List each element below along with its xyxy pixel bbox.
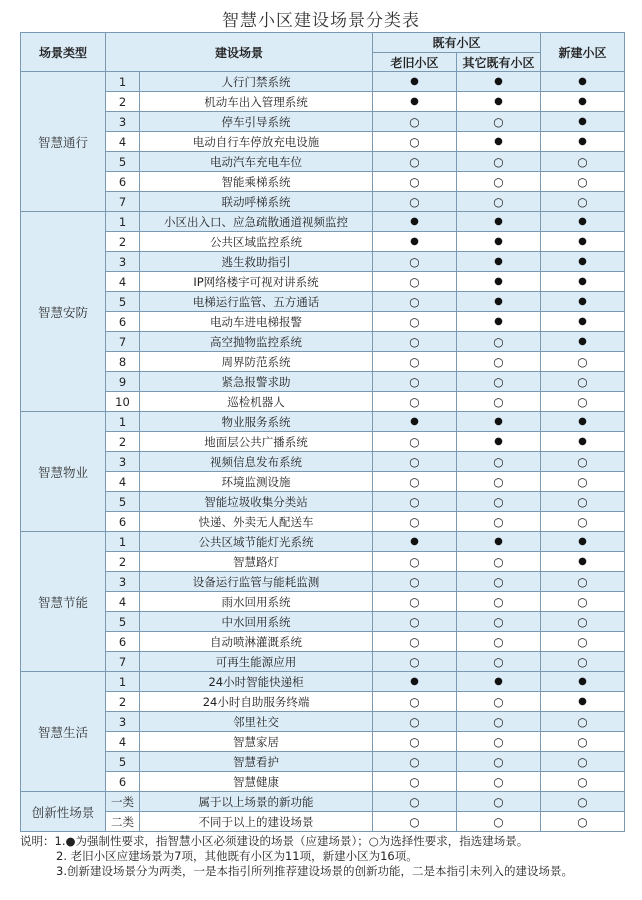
scene-name: 设备运行监管与能耗监测 bbox=[140, 572, 373, 592]
new-estate-mark: ● bbox=[541, 672, 625, 692]
table-row bbox=[21, 352, 625, 372]
new-estate-mark: ● bbox=[541, 332, 625, 352]
scene-name: 高空抛物监控系统 bbox=[140, 332, 373, 352]
table-row bbox=[21, 592, 625, 612]
table-row bbox=[21, 612, 625, 632]
table-row bbox=[21, 112, 625, 132]
new-estate-mark: ○ bbox=[541, 372, 625, 392]
table-row bbox=[21, 132, 625, 152]
old-estate-mark: ○ bbox=[373, 132, 457, 152]
note-2: 2. 老旧小区应建场景为7项，其他既有小区为11项，新建小区为16项。 bbox=[56, 849, 418, 863]
row-number: 二类 bbox=[106, 812, 140, 832]
other-existing-mark: ○ bbox=[457, 652, 541, 672]
scene-name: 智慧家居 bbox=[140, 732, 373, 752]
category-cell: 智慧生活 bbox=[21, 672, 106, 792]
new-estate-mark: ● bbox=[541, 112, 625, 132]
table-row bbox=[21, 492, 625, 512]
table-row bbox=[21, 572, 625, 592]
old-estate-mark: ○ bbox=[373, 352, 457, 372]
old-estate-mark: ○ bbox=[373, 392, 457, 412]
scene-name: 机动车出入管理系统 bbox=[140, 92, 373, 112]
new-estate-mark: ○ bbox=[541, 152, 625, 172]
old-estate-mark: ○ bbox=[373, 712, 457, 732]
old-estate-mark: ○ bbox=[373, 512, 457, 532]
other-existing-mark: ● bbox=[457, 532, 541, 552]
row-number: 6 bbox=[106, 632, 140, 652]
other-existing-mark: ○ bbox=[457, 392, 541, 412]
old-estate-mark: ○ bbox=[373, 572, 457, 592]
header-existing: 既有小区 bbox=[373, 33, 541, 53]
old-estate-mark: ● bbox=[373, 532, 457, 552]
old-estate-mark: ○ bbox=[373, 252, 457, 272]
other-existing-mark: ● bbox=[457, 272, 541, 292]
new-estate-mark: ○ bbox=[541, 812, 625, 832]
scene-name: 周界防范系统 bbox=[140, 352, 373, 372]
other-existing-mark: ○ bbox=[457, 492, 541, 512]
old-estate-mark: ● bbox=[373, 72, 457, 92]
new-estate-mark: ○ bbox=[541, 592, 625, 612]
new-estate-mark: ○ bbox=[541, 652, 625, 672]
row-number: 5 bbox=[106, 752, 140, 772]
table-row bbox=[21, 232, 625, 252]
scene-name: 不同于以上的建设场景 bbox=[140, 812, 373, 832]
row-number: 10 bbox=[106, 392, 140, 412]
old-estate-mark: ○ bbox=[373, 152, 457, 172]
row-number: 6 bbox=[106, 772, 140, 792]
new-estate-mark: ○ bbox=[541, 352, 625, 372]
scene-name: 联动呼梯系统 bbox=[140, 192, 373, 212]
row-number: 2 bbox=[106, 432, 140, 452]
header-category: 场景类型 bbox=[21, 33, 106, 72]
other-existing-mark: ● bbox=[457, 412, 541, 432]
table-row bbox=[21, 212, 625, 232]
new-estate-mark: ● bbox=[541, 292, 625, 312]
other-existing-mark: ● bbox=[457, 672, 541, 692]
scene-name: IP网络楼宇可视对讲系统 bbox=[140, 272, 373, 292]
row-number: 1 bbox=[106, 532, 140, 552]
other-existing-mark: ○ bbox=[457, 352, 541, 372]
row-number: 3 bbox=[106, 452, 140, 472]
table-row bbox=[21, 272, 625, 292]
table-row bbox=[21, 192, 625, 212]
old-estate-mark: ○ bbox=[373, 772, 457, 792]
old-estate-mark: ● bbox=[373, 412, 457, 432]
new-estate-mark: ○ bbox=[541, 632, 625, 652]
row-number: 1 bbox=[106, 212, 140, 232]
table-row bbox=[21, 92, 625, 112]
table-row bbox=[21, 632, 625, 652]
other-existing-mark: ● bbox=[457, 232, 541, 252]
scene-name: 公共区域监控系统 bbox=[140, 232, 373, 252]
scene-name: 公共区域节能灯光系统 bbox=[140, 532, 373, 552]
old-estate-mark: ○ bbox=[373, 632, 457, 652]
scene-name: 智慧看护 bbox=[140, 752, 373, 772]
row-number: 2 bbox=[106, 232, 140, 252]
other-existing-mark: ● bbox=[457, 212, 541, 232]
other-existing-mark: ○ bbox=[457, 712, 541, 732]
other-existing-mark: ○ bbox=[457, 452, 541, 472]
note-3: 3.创新建设场景分为两类，一是本指引所列推荐建设场景的创新功能，二是本指引未列入的建设场景。 bbox=[56, 864, 573, 878]
scene-name: 紧急报警求助 bbox=[140, 372, 373, 392]
new-estate-mark: ○ bbox=[541, 512, 625, 532]
row-number: 4 bbox=[106, 272, 140, 292]
row-number: 3 bbox=[106, 712, 140, 732]
row-number: 5 bbox=[106, 292, 140, 312]
other-existing-mark: ○ bbox=[457, 612, 541, 632]
row-number: 1 bbox=[106, 412, 140, 432]
scene-name: 属于以上场景的新功能 bbox=[140, 792, 373, 812]
row-number: 5 bbox=[106, 152, 140, 172]
note-1: 说明：1.●为强制性要求，指智慧小区必须建设的场景（应建场景）；○为选择性要求，指选建场景。 bbox=[20, 834, 529, 848]
table-row bbox=[21, 172, 625, 192]
category-cell: 智慧通行 bbox=[21, 72, 106, 212]
old-estate-mark: ○ bbox=[373, 592, 457, 612]
table-row bbox=[21, 652, 625, 672]
scene-name: 视频信息发布系统 bbox=[140, 452, 373, 472]
table-row bbox=[21, 392, 625, 412]
new-estate-mark: ● bbox=[541, 412, 625, 432]
old-estate-mark: ○ bbox=[373, 452, 457, 472]
other-existing-mark: ○ bbox=[457, 552, 541, 572]
other-existing-mark: ○ bbox=[457, 692, 541, 712]
old-estate-mark: ● bbox=[373, 672, 457, 692]
scene-name: 快递、外卖无人配送车 bbox=[140, 512, 373, 532]
table-row bbox=[21, 372, 625, 392]
new-estate-mark: ● bbox=[541, 232, 625, 252]
scene-name: 电动自行车停放充电设施 bbox=[140, 132, 373, 152]
new-estate-mark: ● bbox=[541, 692, 625, 712]
other-existing-mark: ● bbox=[457, 292, 541, 312]
table-row bbox=[21, 712, 625, 732]
other-existing-mark: ○ bbox=[457, 172, 541, 192]
row-number: 6 bbox=[106, 172, 140, 192]
new-estate-mark: ● bbox=[541, 272, 625, 292]
other-existing-mark: ● bbox=[457, 92, 541, 112]
other-existing-mark: ○ bbox=[457, 572, 541, 592]
old-estate-mark: ○ bbox=[373, 792, 457, 812]
new-estate-mark: ● bbox=[541, 252, 625, 272]
other-existing-mark: ○ bbox=[457, 112, 541, 132]
table-row bbox=[21, 692, 625, 712]
new-estate-mark: ○ bbox=[541, 752, 625, 772]
scene-name: 智慧健康 bbox=[140, 772, 373, 792]
table-row bbox=[21, 792, 625, 812]
scene-name: 物业服务系统 bbox=[140, 412, 373, 432]
header-new: 新建小区 bbox=[541, 33, 625, 72]
new-estate-mark: ○ bbox=[541, 172, 625, 192]
row-number: 7 bbox=[106, 192, 140, 212]
other-existing-mark: ○ bbox=[457, 152, 541, 172]
category-cell: 创新性场景 bbox=[21, 792, 106, 832]
scene-name: 电梯运行监管、五方通话 bbox=[140, 292, 373, 312]
other-existing-mark: ● bbox=[457, 252, 541, 272]
table-row bbox=[21, 252, 625, 272]
table-row bbox=[21, 472, 625, 492]
table-row bbox=[21, 752, 625, 772]
row-number: 1 bbox=[106, 72, 140, 92]
category-cell: 智慧物业 bbox=[21, 412, 106, 532]
page-title: 智慧小区建设场景分类表 bbox=[222, 11, 420, 31]
old-estate-mark: ● bbox=[373, 212, 457, 232]
scene-name: 智能垃圾收集分类站 bbox=[140, 492, 373, 512]
row-number: 8 bbox=[106, 352, 140, 372]
row-number: 3 bbox=[106, 252, 140, 272]
scene-name: 24小时自助服务终端 bbox=[140, 692, 373, 712]
scene-name: 邻里社交 bbox=[140, 712, 373, 732]
scene-name: 人行门禁系统 bbox=[140, 72, 373, 92]
table-row bbox=[21, 812, 625, 832]
other-existing-mark: ○ bbox=[457, 192, 541, 212]
new-estate-mark: ○ bbox=[541, 772, 625, 792]
new-estate-mark: ○ bbox=[541, 392, 625, 412]
table-row bbox=[21, 412, 625, 432]
new-estate-mark: ○ bbox=[541, 452, 625, 472]
old-estate-mark: ○ bbox=[373, 332, 457, 352]
other-existing-mark: ○ bbox=[457, 512, 541, 532]
new-estate-mark: ● bbox=[541, 72, 625, 92]
new-estate-mark: ● bbox=[541, 532, 625, 552]
row-number: 4 bbox=[106, 472, 140, 492]
notes bbox=[20, 834, 624, 879]
scene-name: 中水回用系统 bbox=[140, 612, 373, 632]
row-number: 3 bbox=[106, 112, 140, 132]
scene-name: 智慧路灯 bbox=[140, 552, 373, 572]
other-existing-mark: ○ bbox=[457, 792, 541, 812]
new-estate-mark: ○ bbox=[541, 732, 625, 752]
table-row bbox=[21, 512, 625, 532]
table-row bbox=[21, 732, 625, 752]
scene-name: 停车引导系统 bbox=[140, 112, 373, 132]
row-number: 4 bbox=[106, 132, 140, 152]
header-old: 老旧小区 bbox=[373, 53, 457, 72]
table-row bbox=[21, 532, 625, 552]
old-estate-mark: ○ bbox=[373, 272, 457, 292]
scene-name: 逃生救助指引 bbox=[140, 252, 373, 272]
old-estate-mark: ○ bbox=[373, 472, 457, 492]
row-number: 2 bbox=[106, 92, 140, 112]
old-estate-mark: ○ bbox=[373, 112, 457, 132]
row-number: 6 bbox=[106, 512, 140, 532]
new-estate-mark: ○ bbox=[541, 472, 625, 492]
row-number: 7 bbox=[106, 652, 140, 672]
new-estate-mark: ● bbox=[541, 132, 625, 152]
old-estate-mark: ○ bbox=[373, 552, 457, 572]
other-existing-mark: ● bbox=[457, 312, 541, 332]
new-estate-mark: ● bbox=[541, 212, 625, 232]
other-existing-mark: ○ bbox=[457, 632, 541, 652]
old-estate-mark: ○ bbox=[373, 292, 457, 312]
new-estate-mark: ○ bbox=[541, 792, 625, 812]
other-existing-mark: ○ bbox=[457, 472, 541, 492]
new-estate-mark: ○ bbox=[541, 612, 625, 632]
scene-name: 24小时智能快递柜 bbox=[140, 672, 373, 692]
row-number: 5 bbox=[106, 612, 140, 632]
table-row bbox=[21, 72, 625, 92]
row-number: 7 bbox=[106, 332, 140, 352]
row-number: 5 bbox=[106, 492, 140, 512]
new-estate-mark: ● bbox=[541, 432, 625, 452]
old-estate-mark: ○ bbox=[373, 432, 457, 452]
category-cell: 智慧节能 bbox=[21, 532, 106, 672]
other-existing-mark: ○ bbox=[457, 812, 541, 832]
old-estate-mark: ○ bbox=[373, 652, 457, 672]
row-number: 2 bbox=[106, 692, 140, 712]
row-number: 1 bbox=[106, 672, 140, 692]
row-number: 6 bbox=[106, 312, 140, 332]
table-row bbox=[21, 552, 625, 572]
table-row bbox=[21, 292, 625, 312]
other-existing-mark: ○ bbox=[457, 732, 541, 752]
old-estate-mark: ○ bbox=[373, 312, 457, 332]
new-estate-mark: ● bbox=[541, 92, 625, 112]
other-existing-mark: ○ bbox=[457, 772, 541, 792]
table-row bbox=[21, 332, 625, 352]
header-other-existing: 其它既有小区 bbox=[457, 53, 541, 72]
old-estate-mark: ○ bbox=[373, 752, 457, 772]
table-row bbox=[21, 432, 625, 452]
old-estate-mark: ○ bbox=[373, 732, 457, 752]
scene-name: 地面层公共广播系统 bbox=[140, 432, 373, 452]
table-row bbox=[21, 152, 625, 172]
row-number: 4 bbox=[106, 732, 140, 752]
old-estate-mark: ● bbox=[373, 232, 457, 252]
new-estate-mark: ● bbox=[541, 312, 625, 332]
scene-name: 可再生能源应用 bbox=[140, 652, 373, 672]
row-number: 一类 bbox=[106, 792, 140, 812]
old-estate-mark: ● bbox=[373, 92, 457, 112]
other-existing-mark: ○ bbox=[457, 332, 541, 352]
scene-name: 电动汽车充电车位 bbox=[140, 152, 373, 172]
row-number: 2 bbox=[106, 552, 140, 572]
old-estate-mark: ○ bbox=[373, 612, 457, 632]
scene-classification-table bbox=[20, 32, 625, 832]
row-number: 4 bbox=[106, 592, 140, 612]
scene-name: 环境监测设施 bbox=[140, 472, 373, 492]
scene-name: 巡检机器人 bbox=[140, 392, 373, 412]
other-existing-mark: ● bbox=[457, 132, 541, 152]
row-number: 3 bbox=[106, 572, 140, 592]
old-estate-mark: ○ bbox=[373, 492, 457, 512]
new-estate-mark: ○ bbox=[541, 712, 625, 732]
new-estate-mark: ● bbox=[541, 552, 625, 572]
scene-name: 自动喷淋灌溉系统 bbox=[140, 632, 373, 652]
old-estate-mark: ○ bbox=[373, 692, 457, 712]
scene-name: 智能乘梯系统 bbox=[140, 172, 373, 192]
header-scene: 建设场景 bbox=[106, 33, 373, 72]
old-estate-mark: ○ bbox=[373, 812, 457, 832]
new-estate-mark: ○ bbox=[541, 492, 625, 512]
other-existing-mark: ○ bbox=[457, 592, 541, 612]
other-existing-mark: ● bbox=[457, 432, 541, 452]
table-row bbox=[21, 772, 625, 792]
other-existing-mark: ○ bbox=[457, 752, 541, 772]
old-estate-mark: ○ bbox=[373, 172, 457, 192]
scene-name: 雨水回用系统 bbox=[140, 592, 373, 612]
old-estate-mark: ○ bbox=[373, 372, 457, 392]
other-existing-mark: ○ bbox=[457, 372, 541, 392]
table-row bbox=[21, 452, 625, 472]
new-estate-mark: ○ bbox=[541, 192, 625, 212]
other-existing-mark: ● bbox=[457, 72, 541, 92]
new-estate-mark: ○ bbox=[541, 572, 625, 592]
scene-name: 电动车进电梯报警 bbox=[140, 312, 373, 332]
table-row bbox=[21, 312, 625, 332]
table-row bbox=[21, 672, 625, 692]
category-cell: 智慧安防 bbox=[21, 212, 106, 412]
row-number: 9 bbox=[106, 372, 140, 392]
old-estate-mark: ○ bbox=[373, 192, 457, 212]
scene-name: 小区出入口、应急疏散通道视频监控 bbox=[140, 212, 373, 232]
